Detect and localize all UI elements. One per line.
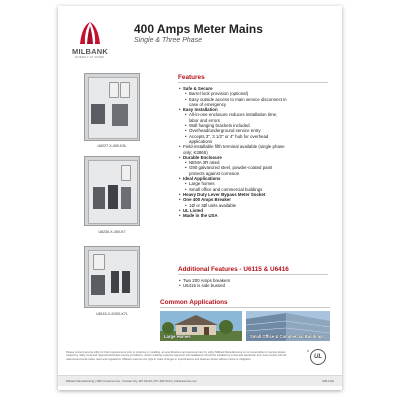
list-item-text: applications [189, 138, 213, 144]
list-item-text: Barrel lock provision (optional) [189, 91, 249, 97]
bullet-icon: • [185, 96, 187, 102]
list-item-text: Two 200 Amps breakers [183, 278, 231, 283]
bullet-icon: • [179, 191, 181, 197]
product-image-2 [84, 156, 140, 226]
bullet-icon: • [179, 213, 181, 219]
list-item-text: Heavy Duty Lever Bypass Meter Socket [183, 191, 266, 197]
product-image-3 [84, 246, 140, 308]
bullet-icon: • [185, 202, 187, 208]
bullet-icon: • [185, 165, 187, 171]
additional-features-heading: Additional Features - U6115 & U6416 [178, 266, 328, 275]
features-list [178, 86, 328, 218]
list-item-text: Durable Enclosure [183, 154, 222, 160]
common-applications-heading: Common Applications [160, 299, 330, 308]
list-item-text: Small office and commercial buildings [189, 186, 263, 192]
bullet-icon: • [185, 160, 187, 166]
list-item-text: 1Ø or 3Ø units available [189, 202, 237, 208]
product-model-1: U6227-X-400-K3L [97, 144, 127, 148]
ul-c-mark: c [307, 348, 309, 353]
photo-label-small-office: Small Office & Commercial Buildings [250, 334, 324, 339]
list-item-text: NEMA 3R rated [189, 160, 220, 166]
list-item [178, 213, 328, 218]
list-item-text: Large homes [189, 181, 215, 187]
features-heading: Features [178, 74, 328, 83]
list-item-text: case of emergency [189, 101, 227, 107]
list-item-text: Easy Installation [183, 107, 218, 113]
bullet-icon: • [179, 107, 181, 113]
brand-tagline: ENERGY AT WORK [75, 55, 105, 59]
photo-small-office [246, 311, 330, 341]
bullet-icon: • [185, 112, 187, 118]
spec-sheet [58, 6, 342, 390]
brand-name: MILBANK [72, 47, 108, 56]
list-item-text: Safe & Secure [183, 86, 213, 91]
list-item-text: only; K3865) [183, 149, 208, 155]
milbank-logo [68, 20, 112, 60]
milbank-logo-icon [78, 20, 102, 46]
photo-label-large-homes: Large Homes [164, 334, 191, 339]
bullet-icon: • [179, 197, 181, 203]
page-subtitle: Single & Three Phase [134, 37, 203, 44]
footer-contact: Milbank Manufacturing | 4801 Deramus Ave., Kansas City, MO 64120 | 877-483-5314 | milbankworks.com [66, 379, 197, 383]
bullet-icon: • [179, 278, 181, 283]
list-item-text: U6416 is side bussed [183, 283, 225, 289]
list-item-text: Made in the USA [183, 213, 218, 219]
bullet-icon: • [185, 186, 187, 192]
list-item-text: Easy outside access to main service disconnect in [189, 96, 287, 102]
bullet-icon: • [179, 86, 181, 91]
bullet-icon: • [179, 154, 181, 160]
list-item [178, 283, 328, 288]
photo-large-homes [160, 311, 242, 341]
bullet-icon: • [179, 144, 181, 150]
list-item-text: UL Listed [183, 207, 203, 213]
header [58, 6, 342, 70]
list-item-text: Overhead/underground service entry [189, 128, 261, 134]
list-item-text: G90 galvanized steel, powder-coated paint [189, 165, 273, 171]
bullet-icon: • [185, 133, 187, 139]
list-item-text: labor and errors [189, 117, 220, 123]
bullet-icon: • [185, 123, 187, 129]
product-image-1 [84, 73, 140, 141]
additional-features-list [178, 278, 328, 289]
list-item-text: All-in-one enclosure reduces installation time, [189, 112, 278, 118]
list-item-text: One 400 Amps Breaker [183, 197, 231, 203]
footer [58, 375, 342, 386]
list-item-text: protects against corrosion [189, 170, 240, 176]
list-item-text: Accepts 3", 3 1/2" or 4" hub for overhead [189, 133, 269, 139]
bullet-icon: • [179, 283, 181, 289]
bullet-icon: • [179, 176, 181, 182]
list-item-text: Ideal Applications [183, 176, 221, 182]
product-model-2: U6230-X-400-K7 [98, 230, 126, 234]
list-item-text: Wall hanging brackets included [189, 123, 250, 129]
bullet-icon: • [185, 91, 187, 97]
list-item-text: Field-installable fifth terminal available (single phase [183, 144, 285, 150]
ul-listed-icon: UL [310, 349, 326, 365]
bullet-icon: • [179, 207, 181, 213]
bullet-icon: • [185, 128, 187, 134]
disclaimer-text: Please consult serving utility for their requirements prior to ordering or installing, as specifications and approval vary by utility. Milbank Manufacturing is not responsible for service delays caused by utility, local and regional authorities having jurisdiction, and/or building inspector approval. All installations should be installed by a licensed electrician and must comply with all national and local codes, laws and regulations. Milbank reserves the right to make changes in specifications and features shown without notice or obligation. [66, 351, 286, 361]
footer-code: MM-1120 [322, 379, 334, 383]
product-model-3: U6115-X-2/200-K7L [96, 312, 128, 316]
page-title: 400 Amps Meter Mains [134, 22, 263, 36]
bullet-icon: • [185, 181, 187, 187]
